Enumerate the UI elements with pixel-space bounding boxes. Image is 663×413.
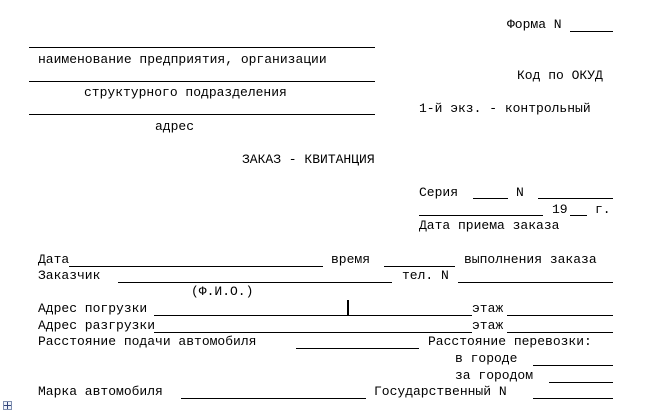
transport-distance-label: Расстояние перевозки: xyxy=(428,334,592,349)
car-brand-field[interactable] xyxy=(181,398,366,399)
order-date-field[interactable] xyxy=(419,215,543,216)
loading-floor-label: этаж xyxy=(472,301,504,316)
address-caption: адрес xyxy=(155,119,195,134)
division-caption: структурного подразделения xyxy=(84,85,287,100)
series-number-label: N xyxy=(516,185,524,200)
fio-caption: (Ф.И.О.) xyxy=(191,284,254,299)
loading-floor-field[interactable] xyxy=(507,315,613,316)
organization-name-field[interactable] xyxy=(29,47,375,48)
loading-address-label: Адрес погрузки xyxy=(38,301,148,316)
okud-code-label: Код по ОКУД xyxy=(517,68,603,83)
series-number-field[interactable] xyxy=(538,198,613,199)
phone-label: тел. N xyxy=(402,268,449,283)
in-city-field[interactable] xyxy=(533,365,613,366)
vehicle-distance-field[interactable] xyxy=(296,348,419,349)
series-field[interactable] xyxy=(473,198,508,199)
unloading-address-field[interactable] xyxy=(154,332,472,333)
state-number-field[interactable] xyxy=(533,398,613,399)
form-number-label: Форма N xyxy=(507,17,562,32)
time-label: время xyxy=(331,252,371,267)
year-suffix: г. xyxy=(595,202,611,217)
unloading-floor-label: этаж xyxy=(472,318,504,333)
date-label: Дата xyxy=(38,252,70,267)
in-city-label: в городе xyxy=(455,351,518,366)
form-number-field[interactable] xyxy=(570,31,613,32)
vehicle-distance-label: Расстояние подачи автомобиля xyxy=(38,334,257,349)
organization-name-caption: наименование предприятия, организации xyxy=(38,52,327,67)
customer-field[interactable] xyxy=(118,282,392,283)
phone-field[interactable] xyxy=(458,282,613,283)
text-cursor xyxy=(347,300,349,315)
document-title: ЗАКАЗ - КВИТАНЦИЯ xyxy=(242,152,375,167)
unloading-address-label: Адрес разгрузки xyxy=(38,318,156,333)
order-date-caption: Дата приема заказа xyxy=(419,218,560,233)
copy-label: 1-й экз. - контрольный xyxy=(419,101,591,116)
time-field[interactable] xyxy=(384,266,455,267)
move-handle-icon[interactable] xyxy=(3,401,12,410)
state-number-label: Государственный N xyxy=(374,384,507,399)
address-field[interactable] xyxy=(29,114,375,115)
car-brand-label: Марка автомобиля xyxy=(38,384,163,399)
unloading-floor-field[interactable] xyxy=(507,332,613,333)
series-label: Серия xyxy=(419,185,459,200)
year-prefix: 19 xyxy=(552,202,568,217)
division-field[interactable] xyxy=(29,81,375,82)
completion-label: выполнения заказа xyxy=(464,252,597,267)
year-field[interactable] xyxy=(570,215,587,216)
customer-label: Заказчик xyxy=(38,268,101,283)
out-city-field[interactable] xyxy=(549,382,613,383)
loading-address-field[interactable] xyxy=(154,315,472,316)
out-city-label: за городом xyxy=(455,368,534,383)
date-field[interactable] xyxy=(69,266,323,267)
